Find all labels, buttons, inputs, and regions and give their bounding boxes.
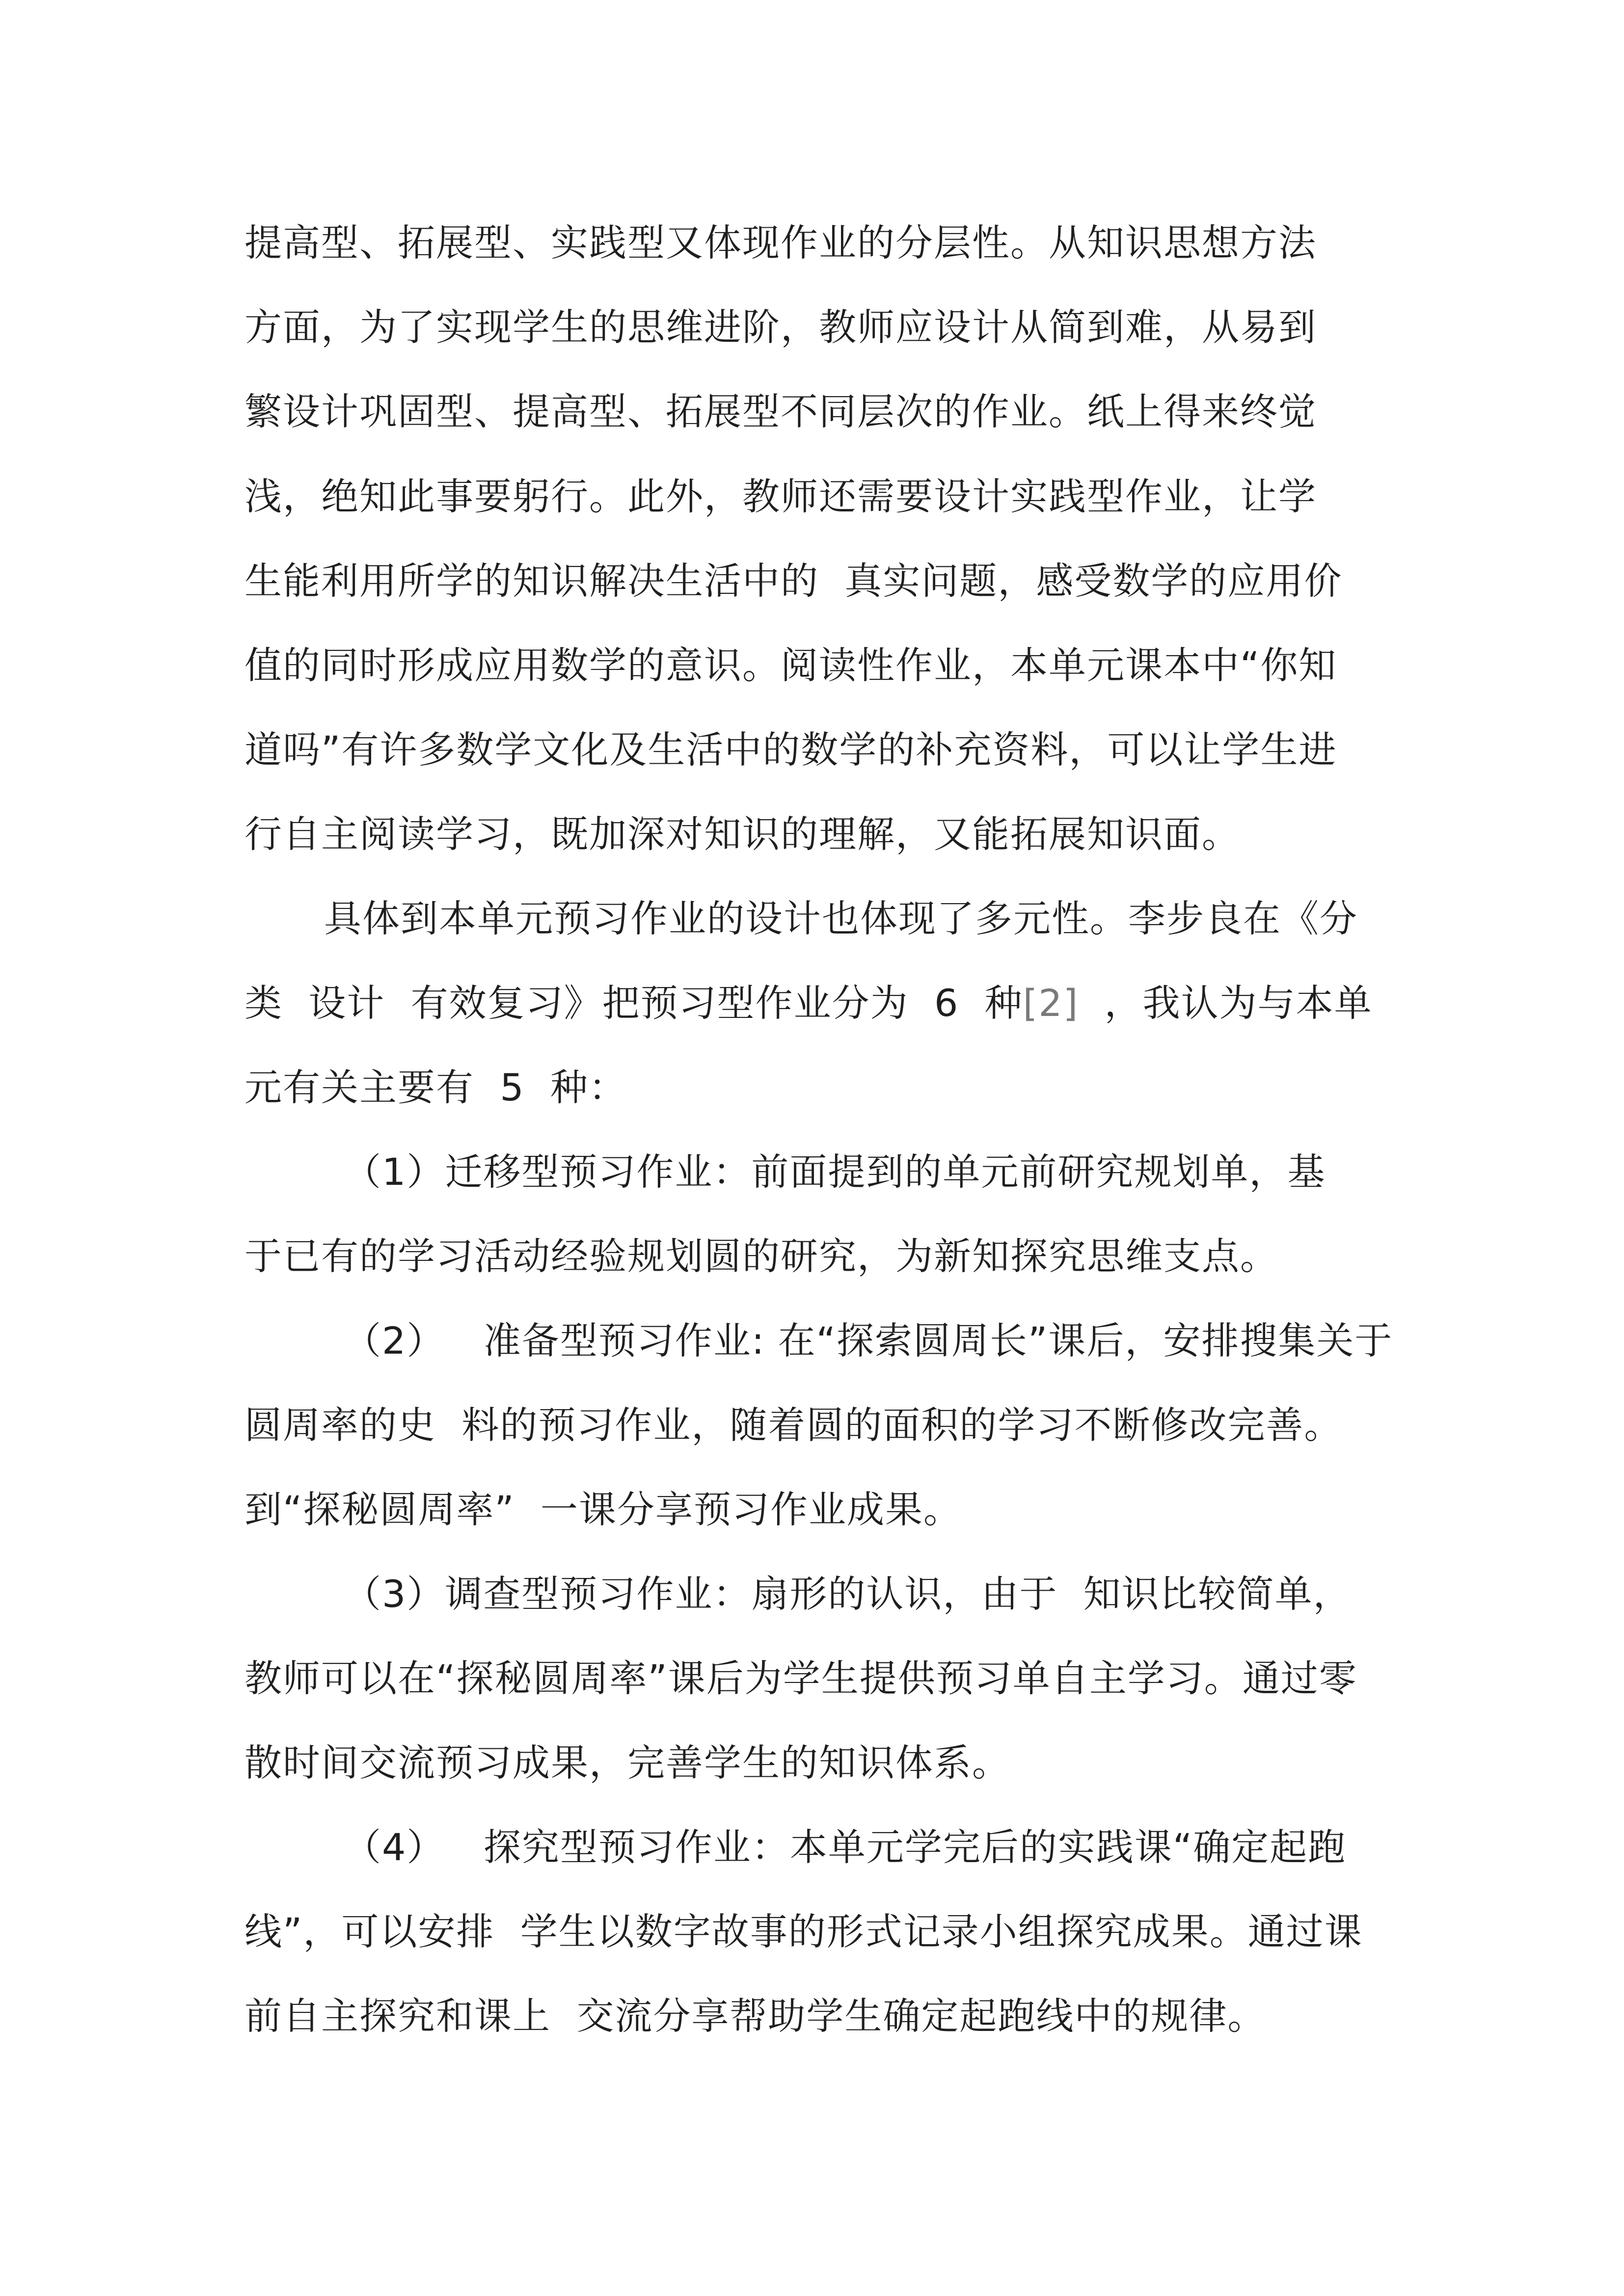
item-2-line-1: （2） 准备型预习作业: 在“探索圆周长”课后，安排搜集关于: [344, 1319, 1393, 1362]
item-4-line-3: 前自主探究和课上 交流分享帮助学生确定起跑线中的规律。: [244, 1994, 1266, 2038]
item-4-line-2: 线”，可以安排 学生以数字故事的形式记录小组探究成果。通过课: [244, 1910, 1363, 1953]
paragraph-1-line-2: 方面，为了实现学生的思维进阶，教师应设计从简到难，从易到: [244, 305, 1317, 349]
paragraph-2-line-2-text-b: ，我认为与本单: [1079, 981, 1373, 1025]
item-1-line-2: 于已有的学习活动经验规划圆的研究，为新知探究思维支点。: [244, 1234, 1278, 1278]
item-3-line-2: 教师可以在“探秘圆周率”课后为学生提供预习单自主学习。通过零: [244, 1656, 1357, 1700]
item-3-line-3: 散时间交流预习成果，完善学生的知识体系。: [244, 1741, 1010, 1785]
item-2-line-3: 到“探秘圆周率” 一课分享预习作业成果。: [244, 1488, 962, 1531]
paragraph-2-line-1: 具体到本单元预习作业的设计也体现了多元性。李步良在《分: [324, 897, 1358, 940]
item-3-line-1: （3）调查型预习作业：扇形的认识，由于 知识比较简单，: [344, 1572, 1352, 1616]
paragraph-1-line-6: 值的同时形成应用数学的意识。阅读性作业，本单元课本中“你知: [244, 643, 1337, 687]
paragraph-2-line-3: 元有关主要有 5 种：: [244, 1066, 627, 1109]
paragraph-1-line-8: 行自主阅读学习，既加深对知识的理解，又能拓展知识面。: [244, 812, 1240, 856]
paragraph-2-line-2: [244, 979, 1373, 1028]
paragraph-1-line-5: 生能利用所学的知识解决生活中的 真实问题，感受数学的应用价: [244, 559, 1343, 603]
item-2-line-2: 圆周率的史 料的预习作业，随着圆的面积的学习不断修改完善。: [244, 1403, 1343, 1447]
citation-reference: [2]: [1023, 981, 1079, 1025]
paragraph-1-line-1: 提高型、拓展型、实践型又体现作业的分层性。从知识思想方法: [244, 221, 1317, 265]
paragraph-1-line-3: 繁设计巩固型、提高型、拓展型不同层次的作业。纸上得来终觉: [244, 390, 1317, 433]
paragraph-1-line-7: 道吗”有许多数学文化及生活中的数学的补充资料，可以让学生进: [244, 728, 1337, 772]
item-1-line-1: （1）迁移型预习作业：前面提到的单元前研究规划单，基: [344, 1150, 1326, 1194]
paragraph-2-line-2-text-a: 类 设计 有效复习》把预习型作业分为 6 种: [244, 981, 1023, 1025]
item-4-line-1: （4） 探究型预习作业：本单元学完后的实践课“确定起跑: [344, 1825, 1347, 1869]
paragraph-1-line-4: 浅，绝知此事要躬行。此外，教师还需要设计实践型作业，让学: [244, 475, 1317, 518]
